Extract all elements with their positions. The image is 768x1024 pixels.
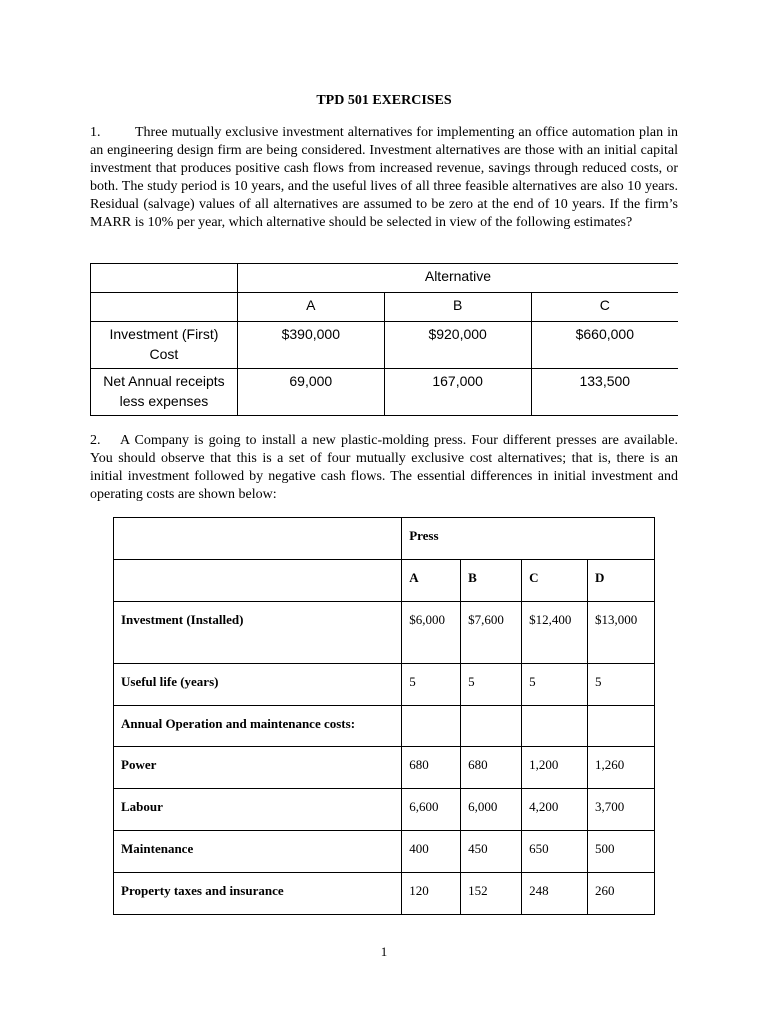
column-header: B [384, 293, 531, 322]
press-table [113, 517, 655, 915]
table-cell: 6,600 [402, 789, 461, 831]
row-label: Property taxes and insurance [114, 873, 402, 915]
table-corner-cell [114, 560, 402, 602]
table-cell: 3,700 [588, 789, 655, 831]
row-label: Investment (Installed) [114, 602, 402, 664]
table-cell [402, 706, 461, 747]
row-label: Annual Operation and maintenance costs: [114, 706, 402, 747]
group-header: Press [402, 518, 655, 560]
table-cell: $7,600 [461, 602, 522, 664]
table-cell [522, 706, 588, 747]
table-header-row [91, 293, 679, 322]
column-header: D [588, 560, 655, 602]
question-1-paragraph [90, 124, 678, 232]
question-2-number: 2. [90, 433, 101, 448]
group-header: Alternative [237, 264, 678, 293]
table-corner-cell [91, 293, 238, 322]
question-2-paragraph [90, 432, 678, 504]
table-cell: 1,200 [522, 747, 588, 789]
table-cell: $12,400 [522, 602, 588, 664]
table-row [114, 789, 655, 831]
table-cell: 680 [402, 747, 461, 789]
table-cell: 152 [461, 873, 522, 915]
page-title: TPD 501 EXERCISES [316, 93, 452, 108]
table-corner-cell [91, 264, 238, 293]
column-header: C [522, 560, 588, 602]
table-cell: 4,200 [522, 789, 588, 831]
table-cell: 400 [402, 831, 461, 873]
alternatives-table [90, 263, 678, 416]
row-label: Maintenance [114, 831, 402, 873]
table-cell: 650 [522, 831, 588, 873]
column-header: A [402, 560, 461, 602]
question-1-text: Three mutually exclusive investment alternatives for implementing an office automation plan in an engineering design firm are being considered. Investment alternatives are those with an initial capital investment that produces positive cash flows from increased revenue, savings through reduced costs, or both. The study period is 10 years, and the useful lives of all three feasible alternatives are also 10 years. Residual (salvage) values of all alternatives are assumed to be zero at the end of 10 years. If the firm’s MARR is 10% per year, which alternative should be selected in view of the following estimates? [90, 125, 678, 230]
column-header: B [461, 560, 522, 602]
row-label: Investment (First) Cost [91, 322, 238, 369]
table-row [91, 322, 679, 369]
table-cell: 5 [461, 664, 522, 706]
table-cell: 5 [522, 664, 588, 706]
table-cell: $13,000 [588, 602, 655, 664]
table-corner-cell [114, 518, 402, 560]
table-cell: 260 [588, 873, 655, 915]
table-cell: 1,260 [588, 747, 655, 789]
row-label: Useful life (years) [114, 664, 402, 706]
page-number: 1 [380, 944, 388, 959]
table-row [114, 831, 655, 873]
question-1-number: 1. [90, 125, 101, 140]
table-cell: 120 [402, 873, 461, 915]
column-header: A [237, 293, 384, 322]
table-header-row [114, 518, 655, 560]
table-cell: 6,000 [461, 789, 522, 831]
row-label: Power [114, 747, 402, 789]
table-cell: 680 [461, 747, 522, 789]
table-cell: 450 [461, 831, 522, 873]
column-header: C [531, 293, 678, 322]
row-label: Net Annual receipts less expenses [91, 369, 238, 416]
table-row [114, 873, 655, 915]
table-cell: 69,000 [237, 369, 384, 416]
table-cell: $6,000 [402, 602, 461, 664]
table-cell: 167,000 [384, 369, 531, 416]
table-cell: $920,000 [384, 322, 531, 369]
table-cell: 5 [588, 664, 655, 706]
table-row [114, 664, 655, 706]
table-row [114, 706, 655, 747]
table-row [114, 602, 655, 664]
row-label: Labour [114, 789, 402, 831]
table-row [114, 747, 655, 789]
table-cell: 133,500 [531, 369, 678, 416]
table-cell: $390,000 [237, 322, 384, 369]
table-cell: 500 [588, 831, 655, 873]
table-cell [588, 706, 655, 747]
question-2-text: A Company is going to install a new plastic-molding press. Four different presses are available. You should observe that this is a set of four mutually exclusive cost alternatives; that is, there is an initial investment followed by negative cash flows. The essential differences in initial investment and operating costs are shown below: [90, 433, 678, 502]
table-cell: 248 [522, 873, 588, 915]
table-header-row [114, 560, 655, 602]
table-cell [461, 706, 522, 747]
table-cell: 5 [402, 664, 461, 706]
table-cell: $660,000 [531, 322, 678, 369]
table-row [91, 369, 679, 416]
table-header-row [91, 264, 679, 293]
